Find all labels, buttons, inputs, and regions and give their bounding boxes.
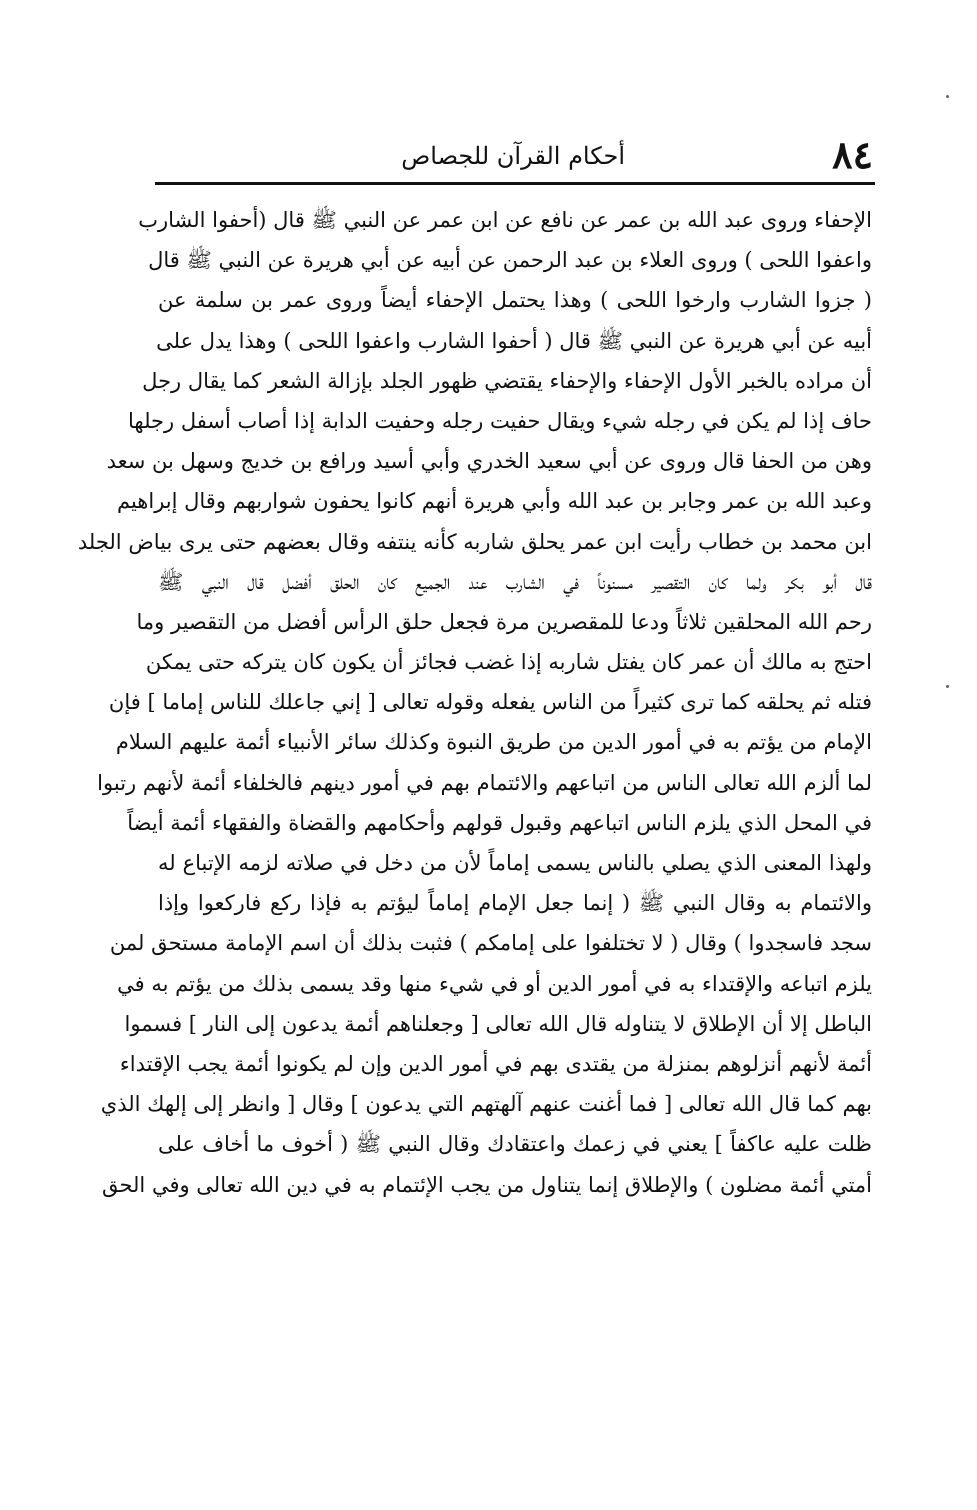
text-line: لما ألزم الله تعالى الناس من اتباعهم والائتمام بهم في أمور دينهم فالخلفاء أئمة لأنهم رتبوا bbox=[97, 770, 872, 795]
running-title: أحكام القرآن للجصاص bbox=[401, 142, 625, 170]
page-header bbox=[155, 130, 875, 180]
text-line: أمتي أئمة مضلون ) والإطلاق إنما يتناول من يجب الإئتمام به في دين الله تعالى وفي الحق bbox=[101, 1172, 872, 1197]
header-rule bbox=[155, 182, 875, 185]
text-line: أئمة لأنهم أنزلوهم بمنزلة من يقتدى بهم في أمور الدين وإن لم يكونوا أئمة يجب الإقتداء bbox=[119, 1051, 872, 1076]
margin-mark-top bbox=[946, 95, 949, 98]
body-text bbox=[77, 200, 872, 1205]
text-line: ( جزوا الشارب وارخوا اللحى ) وهذا يحتمل الإحفاء أيضاً وروى عمر بن سلمة عن bbox=[158, 288, 872, 313]
text-line: وهن من الحفا قال وروى عن أبي سعيد الخدري وأبي أسيد ورافع بن خديج وسهل بن سعد bbox=[106, 449, 872, 474]
text-line: حاف إذا لم يكن في رجله شيء ويقال حفيت رجله وحفيت الدابة إذا أصاب أسفل رجلها bbox=[128, 408, 872, 433]
text-line: قال أبو بكر ولما كان التقصير مسنوناً في الشارب عند الجميع كان الحلق أفضل قال النبي ﷺ bbox=[158, 569, 872, 594]
margin-mark-middle bbox=[946, 685, 949, 688]
text-line: الإحفاء وروى عبد الله بن عمر عن نافع عن ابن عمر عن النبي ﷺ قال (أحفوا الشارب bbox=[138, 208, 872, 232]
text-line: ولهذا المعنى الذي يصلي بالناس يسمى إماماً لأن من دخل في صلاته لزمه الإتباع له bbox=[158, 851, 872, 875]
text-line: في المحل الذي يلزم الناس اتباعهم وقبول قولهم وأحكامهم والقضاة والفقهاء أئمة أيضاً bbox=[127, 810, 872, 835]
text-line: وعبد الله بن عمر وجابر بن عبد الله وأبي هريرة أنهم كانوا يحفون شواربهم وقال إبراهيم bbox=[116, 489, 872, 514]
text-line: بهم كما قال الله تعالى [ فما أغنت عنهم آلهتهم التي يدعون ] وقال [ وانظر إلى إلهك الذي bbox=[100, 1092, 872, 1117]
text-line: واعفوا اللحى ) وروى العلاء بن عبد الرحمن عن أبيه عن أبي هريرة عن النبي ﷺ قال bbox=[148, 248, 872, 273]
text-line: ابن محمد بن خطاب رأيت ابن عمر يحلق شاربه كأنه ينتفه وقال بعضهم حتى يرى بياض الجلد bbox=[77, 529, 872, 554]
text-line: الإمام من يؤتم به في أمور الدين من طريق النبوة وكذلك سائر الأنبياء أئمة عليهم السلام bbox=[115, 730, 872, 755]
text-line: رحم الله المحلقين ثلاثاً ودعا للمقصرين مرة فجعل حلق الرأس أفضل من التقصير وما bbox=[136, 609, 872, 634]
text-line: أن مراده بالخبر الأول الإحفاء والإحفاء يقتضي ظهور الجلد بإزالة الشعر كما يقال رجل bbox=[142, 368, 872, 393]
text-line: ظلت عليه عاكفاً ] يعني في زعمك واعتقادك وقال النبي ﷺ ( أخوف ما أخاف على bbox=[158, 1132, 872, 1157]
text-line: والائتمام به وقال النبي ﷺ ( إنما جعل الإمام إماماً ليؤتم به فإذا ركع فاركعوا وإذا bbox=[158, 891, 872, 916]
text-line: احتج به مالك أن عمر كان يفتل شاربه إذا غضب فجائز أن يكون كان يتركه حتى يمكن bbox=[145, 650, 872, 675]
text-line: الباطل إلا أن الإطلاق لا يتناوله قال الله تعالى [ وجعلناهم أئمة يدعون إلى النار ] فسموا bbox=[124, 1011, 872, 1036]
text-line: أبيه عن أبي هريرة عن النبي ﷺ قال ( أحفوا الشارب واعفوا اللحى ) وهذا يدل على bbox=[156, 328, 872, 353]
text-line: يلزم اتباعه والإقتداء به في أمور الدين أو في شيء منها وقد يسمى بذلك من يؤتم به في bbox=[117, 971, 872, 996]
text-line: فتله ثم يحلقه كما ترى كثيراً من الناس يفعله وقوله تعالى [ إني جاعلك للناس إماما ] فإن bbox=[108, 690, 872, 715]
page-number: ٨٤ bbox=[832, 132, 873, 177]
text-line: سجد فاسجدوا ) وقال ( لا تختلفوا على إمامكم ) فثبت بذلك أن اسم الإمامة مستحق لمن bbox=[109, 931, 872, 956]
